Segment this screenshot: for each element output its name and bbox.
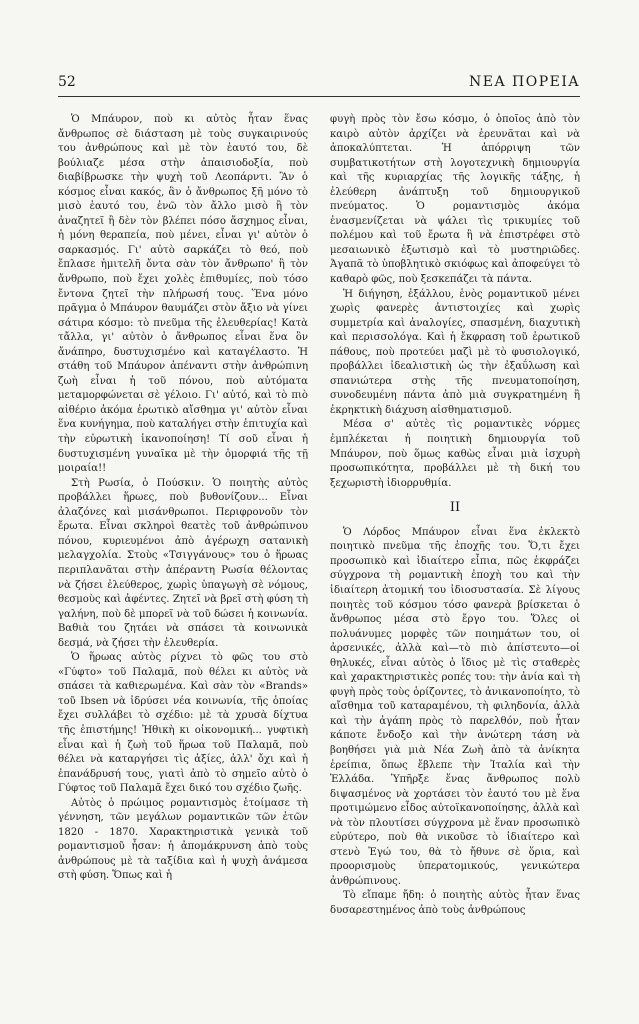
paragraph: Ὁ Μπάυρον, ποὺ κι αὐτὸς ἦταν ἕνας ἄνθρωπος σὲ διάσταση μὲ τοὺς συγκαιρινούς του ἀνθρώπους καὶ μὲ τὸν ἑαυτό του, δὲ βούλιαζε μέσα στὴν ἀπαισιοδοξία, ποὺ διαβίβρωσκε τὴν ψυχὴ τοῦ Λεοπάρντι. Ἂν ὁ κόσμος εἶναι κακός, ἂν ὁ ἄνθρωπος ξῆ μόνο τὸ μισὸ ἑαυτό του, ἐνῶ τὸν ἄλλο μισὸ ἢ τὸν ἀναζητεῖ ἢ δὲν τὸν βλέπει πόσο ἄσχημος εἶναι, ἡ μόνη θεραπεία, ποὺ μένει, εἶναι γι' αὐτὸν ὁ σαρκασμός. Γι' αὐτὸ σαρκάζει τὸ θεό, ποὺ ἔπλασε ἡμιτελῆ ὄντα σὰν τὸν ἄνθρωπο' ἢ τὸν ἄνθρωπο, ποὺ ἔχει χολὲς ἐπιθυμίες, ποὺ τόσο ἔντονα ζητεῖ τὴν πλήρωσή τους. Ἕνα μόνο πρᾶγμα ὁ Μπάυρον θαυμάζει στὸν ἄξιο νὰ γίνει σάτιρα κόσμο: τὸ πνεῦμα τῆς ἐλευθερίας! Κατὰ τἄλλα, γι' αὐτὸν ὁ ἄνθρωπος εἶναι ἕνα ὂν ἄνάπηρο, δυστυχισμένο καὶ καταγέλαστο. Ἡ στάθη τοῦ Μπάυρον ἀπέναντι στὴν ἀνθρώπινη ζωὴ εἶναι ἡ τοῦ πόνου, ποὺ αὐτόματα μεταμορφώνεται σὲ γέλοιο. Γι' αὐτό, καὶ τὸ πιὸ αἰθέριο ἀκόμα ἐρωτικὸ αἴσθημα γι' αὐτὸν εἶναι ἕνα κυνήγημα, ποὺ καταλήγει στὴν ἐπιτυχία καὶ τὴν εὐρωτικὴ ἱκανοποίηση! Τί σοῦ εἶναι ἡ δυστυχισμένη γυναῖκα μὲ τὴν ὁμορφιά τῆς τῇ μοιραία!! (58, 114, 308, 475)
header-rule (58, 96, 580, 97)
page-number: 52 (58, 74, 76, 90)
paragraph: Μέσα σ' αὐτὲς τὶς ρομαντικὲς νόρμες ἐμπλέκεται ἡ ποιητικὴ δημιουργία τοῦ Μπάυρον, ποὺ ὅμως καθὼς εἶναι μιὰ ἰσχυρὴ προσωπικότητα, προβάλλει μὲ τὴ δική του ξεχωριστὴ ἰδιορρυθμία. (330, 419, 580, 489)
running-title: ΝΕΑ ΠΟΡΕΙΑ (469, 74, 580, 90)
paragraph: Ἡ διήγηση, ἐξάλλου, ἑνὸς ρομαντικοῦ μένει χωρὶς φανερὲς ἀντιστοιχίες καὶ χωρὶς συμμετρία καὶ ἀναλογίες, σπασμένη, διαχυτικὴ καὶ περισσολόγα. Καὶ ἡ ἔκφραση τοῦ ἐρωτικοῦ πάθους, ποὺ προτεύει μαζὶ μὲ τὸ φυσιολογικό, προβάλλει ἰδεαλιστικὴ ὡς τὴν ἐξαΰλωση καὶ σπανιώτερα στὴς τῆς πνευματοποίηση, συνοδευμένη πάντα ἀπὸ μιὰ συγκρατημένη ἢ ἐκρηκτικὴ διάχυση αἰσθηματισμοῦ. (330, 288, 580, 416)
left-column (58, 113, 308, 884)
section-numeral: II (449, 500, 461, 516)
paragraph: Στὴ Ρωσία, ὁ Πούσκιν. Ὁ ποιητὴς αὐτὸς προβάλλει ἥρωες, ποὺ βυθονίζουν... Εἶναι ἀλαζόνες καὶ μισάνθρωποι. Περιφρονοῦν τὸν ἔρωτα. Εἶναι σκληροὶ θεατὲς τοῦ ἀνθρώπινου πόνου, κυριευμένοι ἀπὸ ἀγέρωχη σατανικὴ μελαγχολία. Στοὺς «Τσιγγάνους» του ὁ ἥρωας περιπλανᾶται στὴν ἀπέραντη Ρωσία θέλοντας νὰ ζήσει ἐλεύθερος, χωρὶς ὑπαγωγὴ σὲ νόμους, θεσμοὺς καὶ ἀφέντες. Ζητεῖ νὰ βρεῖ στὴ φύση τὴ γαλήνη, ποὺ δὲ μπορεῖ νὰ τοῦ δώσει ἡ κοινωνία. Βαθιὰ του ζητάει νὰ σπάσει τὰ κοινωνικὰ δεσμά, νὰ ζήσει τὴν ἐλευθερία. (58, 477, 308, 649)
paragraph: Ὁ ἥρωας αὐτὸς ρίχνει τὸ φῶς του στὸ «Γύφτο» τοῦ Παλαμᾶ, ποὺ θέλει κι αὐτὸς νὰ σπάσει τὰ καθιερωμένα. Καὶ σὰν τὸν «Brands» τοῦ Ibsen νὰ ἰδρύσει νέα κοινωνία, τῆς ὁποίας ἔχει συλλάβει τὸ σχέδιο: μὲ τὰ χρυσὰ δίχτυα τῆς ἐπιστήμης! Ἠθικὴ κι οἰκονομική... γυφτικὴ εἶναι καὶ ἡ ζωὴ τοῦ ἥρωα τοῦ Παλαμᾶ, ποὺ θέλει νὰ καταργήσει τὶς ἀξίες, ἀλλ' ὄχι καὶ ἡ ἐπανάδρυσή τους, γιατὶ ἀπὸ τὸ σημεῖο αὐτὸ ὁ Γύφτος τοῦ Παλαμᾶ ἔχει δικό του σχέδιο ζωῆς. (58, 652, 308, 795)
page-header (58, 74, 580, 92)
paragraph: Ὁ Λόρδος Μπάυρον εἶναι ἕνα ἐκλεκτὸ ποιητικὸ πνεῦμα τῆς ἐποχῆς του. Ὅ,τι ἔχει προσωπικὸ καὶ ἰδιαίτερο εἶπια, πῶς ἐκφράζει σύγχρονα τὴ ρομαντικὴ ἐποχὴ του καὶ τὴν ἰδιαίτερη ἀτομική του ἰδιοσυστασία. Σὲ λίγους ποιητὲς τοῦ κόσμου τόσο φανερὰ βρίσκεται ὁ ἄνθρωπος μέσα στὸ ἔργο του. Ὅλες οἱ πολυάνυμες μορφὲς τῶν ποιημάτων του, οἱ ἀρσενικές, ἀλλὰ καὶ—τὸ πιὸ ἀπίστευτο—οἱ θηλυκές, εἶναι αὐτὸς ὁ ἴδιος μὲ τὶς σταθερὲς καὶ χαρακτηριστικὲς ροπές του: τὴν ἀνία καὶ τὴ φυγὴ πρὸς τοὺς ὁρίζοντες, τὸ ἀνικανοποίητο, τὸ αἴσθημα τοῦ καταραμένου, τὴ φιληδονία, ἀλλὰ καὶ τὴν ἀγάπη πρὸς τὸ παρελθόν, ποὺ ἦταν κάποτε ἔνδοξο καὶ τὴν ἀνώτερη τάση νὰ βοηθήσει γιὰ μιὰ Νέα Ζωὴ ἀπὸ τὰ ἀνίκητα ἐρείπια, ὅπως ἔβλεπε τὴν Ἰταλία καὶ τὴν Ἑλλάδα. Ὑπῆρξε ἕνας ἄνθρωπος πολὺ διψασμένος νὰ χορτάσει τὸν ἑαυτό του μὲ ἕνα προτιμώμενο εἶδος αὐτοϊκανοποίησης, ἀλλὰ καὶ νὰ τὸν πλουτίσει σύγχρονα μὲ ἕναν προσωπικὸ εὐρύτερο, ποὺ θὰ νικοῦσε τὸ ἰδιαίτερο καὶ στενὸ Ἐγώ του, θὰ τὸ ἤθυνε σὲ ὅρια, καὶ προορισμοὺς ὑπερατομικούς, γενικώτερα ἀνθρώπινους. (330, 526, 580, 887)
paragraph: φυγὴ πρὸς τὸν ἔσω κόσμο, ὁ ὁποῖος ἀπὸ τὸν καιρὸ αὐτὸν ἀρχίζει νὰ ἐρευνᾶται καὶ νὰ ἀποκαλύπτεται. Ἡ ἀπόρριψη τῶν συμβατικοτήτων στὴ λογοτεχνικὴ δημιουργία καὶ τῆς κυριαρχίας τῆς λογικῆς τάξης, ἡ ἐλεύθερη ἀνάπτυξη τοῦ δημιουργικοῦ πνεύματος. Ὁ ρομαντισμὸς ἀκόμα ἐνασμενίζεται νὰ ψάλει τὶς τρικυμίες τοῦ πολέμου καὶ τοῦ ἔρωτα ἢ νὰ ἐπιστρέφει στὸ μεσαιωνικὸ ἐξωτισμὸ καὶ τὸ μυστηριῶδες. Ἀγαπᾶ τὸ ὑποβλητικὸ σκιόφως καὶ ἀποφεύγει τὸ καθαρὸ φῶς, ποὺ ξεσκεπάζει τὰ πάντα. (330, 114, 580, 286)
paragraph: Τὸ εἴπαμε ἤδη: ὁ ποιητὴς αὐτὸς ἦταν ἕνας δυσαρεστημένος ἀπὸ τοὺς ἀνθρώπους (330, 890, 580, 916)
paragraph: Αὐτὸς ὁ πρώιμος ρομαντισμὸς ἑτοίμασε τὴ γέννηση, τῶν μεγάλων ρομαντικῶν τῶν ἐτῶν 1820 - 1870. Χαρακτηριστικὰ γενικὰ τοῦ ρομαντισμοῦ ἦσαν: ἡ ἀπομάκρυνση ἀπὸ τοὺς ἀνθρώπους μὲ τὰ ταξίδια καὶ ἡ ψυχὴ ἀνάμεσα στὴ φύση. Ὅπως καὶ ἡ (58, 797, 308, 882)
right-column (330, 113, 580, 919)
